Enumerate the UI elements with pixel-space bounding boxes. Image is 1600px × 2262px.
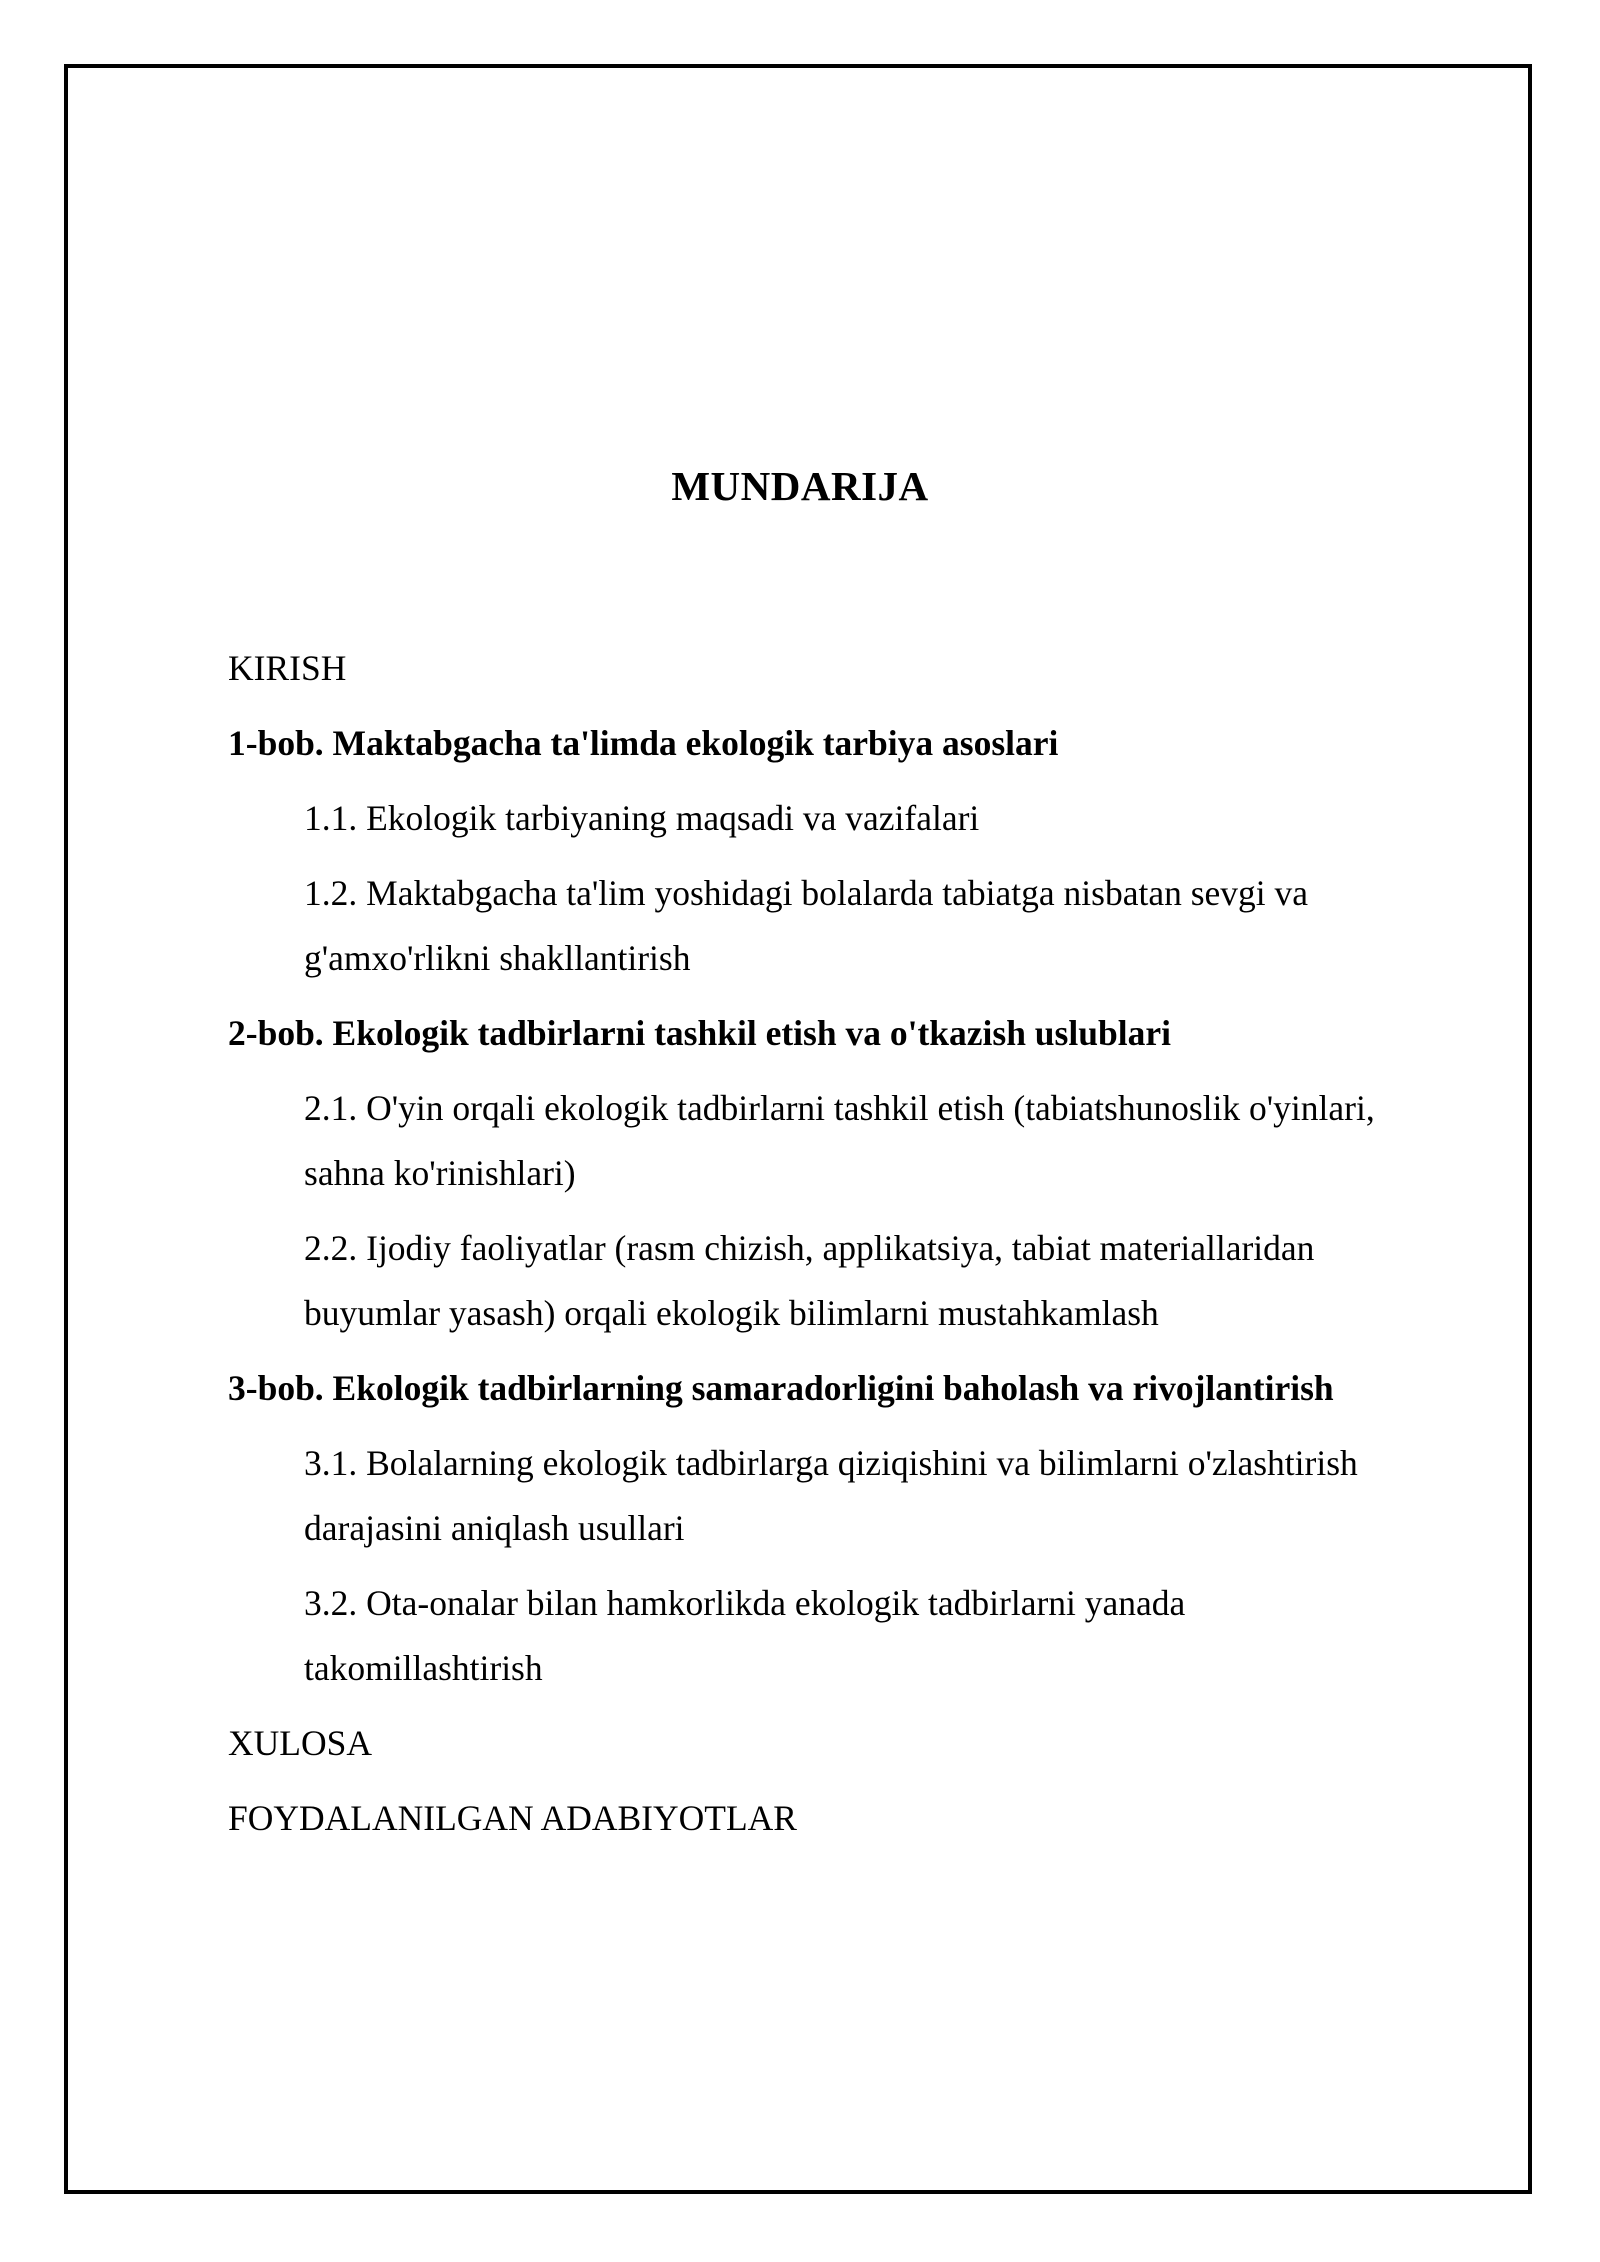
toc-entry-text: XULOSA (228, 1723, 372, 1763)
toc-chapter-1 (228, 711, 1458, 776)
toc-entry-text: darajasini aniqlash usullari (304, 1508, 685, 1548)
toc-entry-references (228, 1786, 1458, 1851)
toc-entry-text: 2-bob. Ekologik tadbirlarni tashkil etish va o'tkazish uslublari (228, 1013, 1171, 1053)
toc-entry-conclusion (228, 1711, 1458, 1776)
toc-entry-text: 2.1. O'yin orqali ekologik tadbirlarni tashkil etish (tabiatshunoslik o'yinlari, (304, 1088, 1375, 1128)
toc-entry-text: 1.2. Maktabgacha ta'lim yoshidagi bolalarda tabiatga nisbatan sevgi va (304, 873, 1309, 913)
toc-section-2-2 (228, 1216, 1458, 1346)
toc-entry-text: buyumlar yasash) orqali ekologik bilimlarni mustahkamlash (304, 1293, 1159, 1333)
toc-entry-text: g'amxo'rlikni shakllantirish (304, 938, 691, 978)
toc-entry-text: 3-bob. Ekologik tadbirlarning samaradorligini baholash va rivojlantirish (228, 1368, 1334, 1408)
toc-section-1-2 (228, 861, 1458, 991)
toc-entry-text: 3.2. Ota-onalar bilan hamkorlikda ekologik tadbirlarni yanada (304, 1583, 1186, 1623)
toc-section-2-1 (228, 1076, 1458, 1206)
toc-entry-text: sahna ko'rinishlari) (304, 1153, 576, 1193)
toc-section-3-2 (228, 1571, 1458, 1701)
toc-entry-text: 1.1. Ekologik tarbiyaning maqsadi va vazifalari (304, 798, 980, 838)
toc-entry-text: KIRISH (228, 648, 347, 688)
toc-section-1-1 (228, 786, 1458, 851)
toc-entry-text: FOYDALANILGAN ADABIYOTLAR (228, 1798, 797, 1838)
toc-section-3-1 (228, 1431, 1458, 1561)
toc-entry-introduction (228, 636, 1458, 701)
toc-chapter-3 (228, 1356, 1458, 1421)
toc-entry-text: 2.2. Ijodiy faoliyatlar (rasm chizish, applikatsiya, tabiat materiallaridan (304, 1228, 1315, 1268)
toc-entry-text: 1-bob. Maktabgacha ta'limda ekologik tarbiya asoslari (228, 723, 1059, 763)
toc-entry-text: 3.1. Bolalarning ekologik tadbirlarga qiziqishini va bilimlarni o'zlashtirish (304, 1443, 1358, 1483)
toc-entry-text: takomillashtirish (304, 1648, 543, 1688)
table-of-contents (228, 636, 1458, 1861)
toc-chapter-2 (228, 1001, 1458, 1066)
page-title: MUNDARIJA (671, 463, 929, 509)
